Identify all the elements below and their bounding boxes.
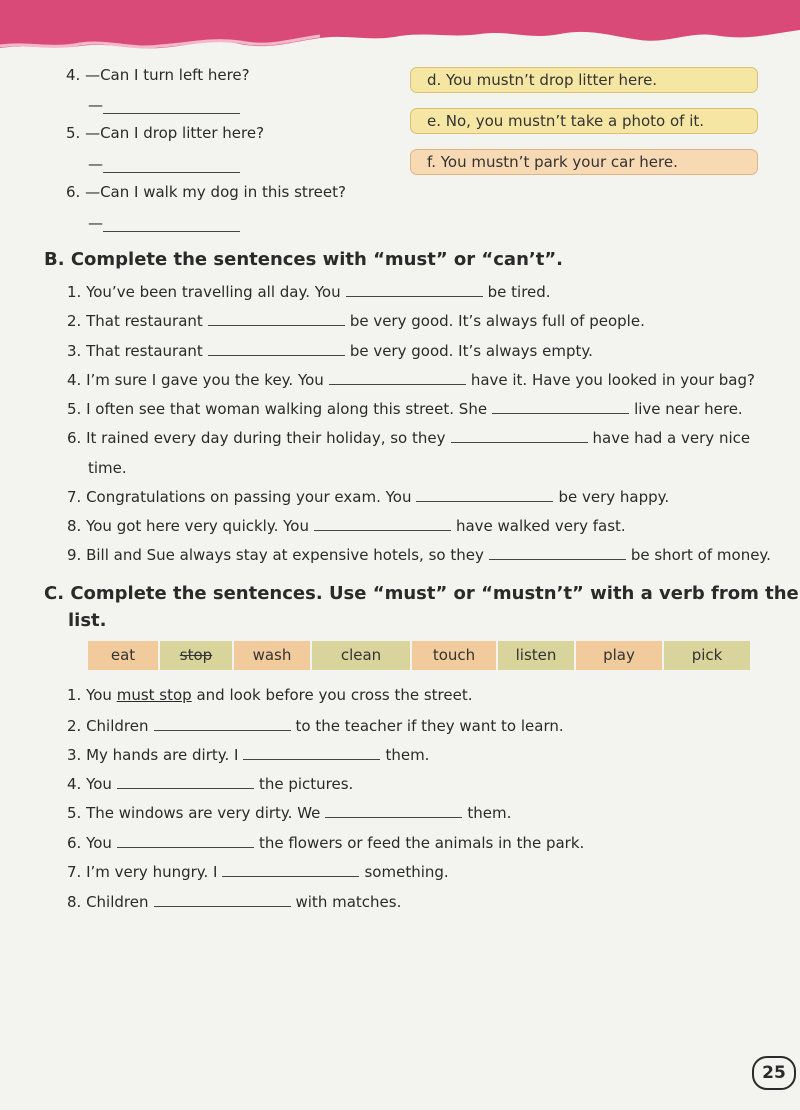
c-item-7: 7. I’m very hungry. I something. <box>67 863 449 881</box>
b-blank-6[interactable] <box>451 428 588 443</box>
c-blank-7[interactable] <box>222 862 359 877</box>
b-item-3: 3. That restaurant be very good. It’s always empty. <box>67 342 593 360</box>
answer-line-6[interactable]: — <box>88 214 240 232</box>
verb-stop: stop <box>160 641 234 670</box>
verb-touch: touch <box>412 641 498 670</box>
b-item-5: 5. I often see that woman walking along this street. She live near here. <box>67 400 743 418</box>
b-item-4: 4. I’m sure I gave you the key. You have it. Have you looked in your bag? <box>67 371 755 389</box>
verb-wash: wash <box>234 641 312 670</box>
b-blank-5[interactable] <box>492 399 629 414</box>
verb-play: play <box>576 641 664 670</box>
b-blank-4[interactable] <box>329 370 466 385</box>
b-item-2: 2. That restaurant be very good. It’s always full of people. <box>67 312 645 330</box>
b-blank-2[interactable] <box>208 311 345 326</box>
answer-line-4[interactable]: — <box>88 96 240 114</box>
verb-clean: clean <box>312 641 412 670</box>
b-blank-1[interactable] <box>346 282 483 297</box>
c-blank-4[interactable] <box>117 774 254 789</box>
section-c-title: C. Complete the sentences. Use “must” or “mustn’t” with a verb from the <box>44 583 799 604</box>
option-e: e. No, you mustn’t take a photo of it. <box>410 108 758 134</box>
example-answer: must stop <box>116 686 192 704</box>
b-blank-3[interactable] <box>208 341 345 356</box>
question-6: 6. —Can I walk my dog in this street? <box>66 183 346 201</box>
c-item-3: 3. My hands are dirty. I them. <box>67 746 430 764</box>
b-item-1: 1. You’ve been travelling all day. You be tired. <box>67 283 551 301</box>
c-blank-2[interactable] <box>154 716 291 731</box>
verb-pick: pick <box>664 641 750 670</box>
c-blank-3[interactable] <box>243 745 380 760</box>
c-blank-5[interactable] <box>325 803 462 818</box>
b-blank-8[interactable] <box>314 516 451 531</box>
answer-line-5[interactable]: — <box>88 155 240 173</box>
verb-list <box>88 641 750 670</box>
b-item-6: 6. It rained every day during their holiday, so they have had a very nice <box>67 429 751 447</box>
b-item-9: 9. Bill and Sue always stay at expensive hotels, so they be short of money. <box>67 546 771 564</box>
option-f: f. You mustn’t park your car here. <box>410 149 758 175</box>
c-blank-8[interactable] <box>154 892 291 907</box>
c-item-6: 6. You the flowers or feed the animals in the park. <box>67 834 585 852</box>
c-item-8: 8. Children with matches. <box>67 893 402 911</box>
option-d: d. You mustn’t drop litter here. <box>410 67 758 93</box>
question-4: 4. —Can I turn left here? <box>66 66 250 84</box>
question-5: 5. —Can I drop litter here? <box>66 124 265 142</box>
page-number: 25 <box>752 1056 796 1090</box>
c-item-1-example: 1. You must stop and look before you cross the street. <box>67 686 473 704</box>
b-item-8: 8. You got here very quickly. You have walked very fast. <box>67 517 626 535</box>
section-b-title: B. Complete the sentences with “must” or “can’t”. <box>44 249 563 270</box>
section-c-title-cont: list. <box>68 610 107 631</box>
verb-eat: eat <box>88 641 160 670</box>
c-item-4: 4. You the pictures. <box>67 775 354 793</box>
b-blank-7[interactable] <box>416 487 553 502</box>
b-item-7: 7. Congratulations on passing your exam. You be very happy. <box>67 488 670 506</box>
header-banner <box>0 0 800 60</box>
b-blank-9[interactable] <box>489 545 626 560</box>
verb-listen: listen <box>498 641 576 670</box>
b-item-6-cont: time. <box>88 459 127 477</box>
c-blank-6[interactable] <box>117 833 254 848</box>
c-item-5: 5. The windows are very dirty. We them. <box>67 804 512 822</box>
c-item-2: 2. Children to the teacher if they want to learn. <box>67 717 564 735</box>
